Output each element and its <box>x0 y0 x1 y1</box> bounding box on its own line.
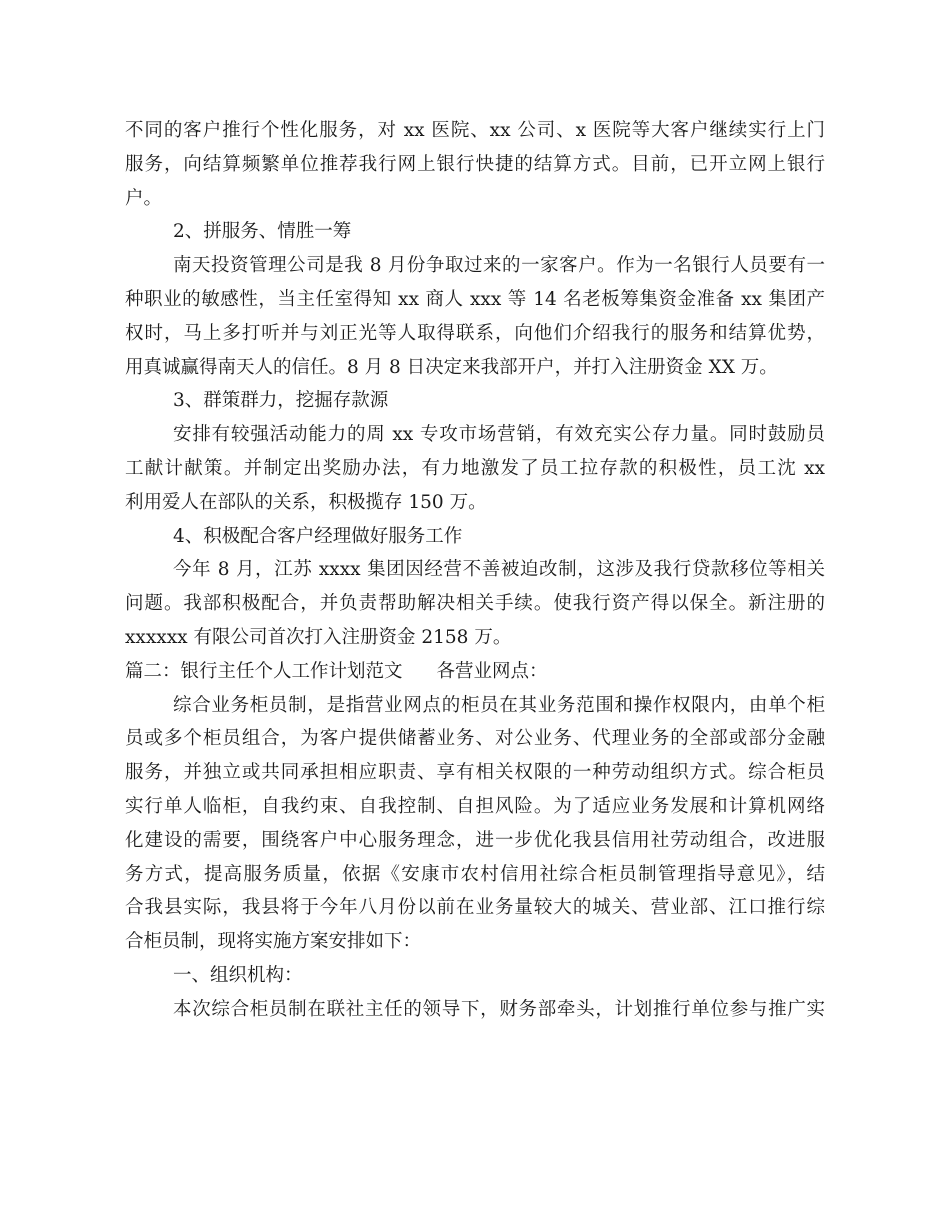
body-line: 今年 8 月，江苏 xxxx 集团因经营不善被迫改制，这涉及我行贷款移位等相关 <box>173 559 825 581</box>
body-line: 员或多个柜员组合，为客户提供储蓄业务、对公业务、代理业务的全部或部分金融 <box>125 728 825 750</box>
body-line: 综合业务柜员制，是指营业网点的柜员在其业务范围和操作权限内，由单个柜 <box>173 694 825 716</box>
body-line: 用真诚赢得南天人的信任。8 月 8 日决定来我部开户，并打入注册资金 XX 万。 <box>125 356 778 378</box>
body-line: 本次综合柜员制在联社主任的领导下，财务部牵头，计划推行单位参与推广实 <box>173 998 825 1020</box>
body-line: 工献计献策。并制定出奖励办法，有力地激发了员工拉存款的积极性，员工沈 xx <box>125 457 825 479</box>
body-line: 合我县实际，我县将于今年八月份以前在业务量较大的城关、营业部、江口推行综 <box>125 897 825 919</box>
body-line: 不同的客户推行个性化服务，对 xx 医院、xx 公司、x 医院等大客户继续实行上门 <box>125 120 825 141</box>
body-line: 化建设的需要，围绕客户中心服务理念，进一步优化我县信用社劳动组合，改进服 <box>125 829 825 851</box>
document-body <box>125 114 825 1027</box>
body-line: 服务，并独立或共同承担相应职责、享有相关权限的一种劳动组织方式。综合柜员 <box>125 762 825 784</box>
subheading: 一、组织机构： <box>173 964 303 986</box>
body-line: 实行单人临柜，自我约束、自我控制、自担风险。为了适应业务发展和计算机网络 <box>125 795 825 817</box>
subheading: 3、群策群力，挖掘存款源 <box>173 390 389 412</box>
section-title: 篇二：银行主任个人工作计划范文 <box>125 660 403 682</box>
body-line: 服务，向结算频繁单位推荐我行网上银行快捷的结算方式。目前，已开立网上银行 <box>125 153 825 175</box>
body-line: 户。 <box>125 187 163 209</box>
body-line: 问题。我部积极配合，并负责帮助解决相关手续。使我行资产得以保全。新注册的 <box>125 593 825 615</box>
body-line: 权时，马上多打听并与刘正光等人取得联系，向他们介绍我行的服务和结算优势， <box>125 322 825 344</box>
section-title-line <box>125 655 825 689</box>
body-line: 合柜员制，现将实施方案安排如下： <box>125 931 422 953</box>
body-line: 种职业的敏感性，当主任室得知 xx 商人 xxx 等 14 名老板筹集资金准备 xx 集团产 <box>125 288 825 310</box>
subheading: 2、拼服务、情胜一筹 <box>173 221 352 243</box>
body-line: 安排有较强活动能力的周 xx 专攻市场营销，有效充实公存力量。同时鼓励员 <box>173 424 825 446</box>
body-line: xxxxxx 有限公司首次打入注册资金 2158 万。 <box>125 626 512 648</box>
body-line: 南天投资管理公司是我 8 月份争取过来的一家客户。作为一名银行人员要有一 <box>173 255 825 277</box>
recipient-label: 各营业网点： <box>436 660 548 682</box>
body-line: 利用爱人在部队的关系，积极揽存 150 万。 <box>125 491 487 513</box>
body-line: 务方式，提高服务质量，依据《安康市农村信用社综合柜员制管理指导意见》，结 <box>125 863 825 885</box>
subheading: 4、积极配合客户经理做好服务工作 <box>173 525 463 547</box>
